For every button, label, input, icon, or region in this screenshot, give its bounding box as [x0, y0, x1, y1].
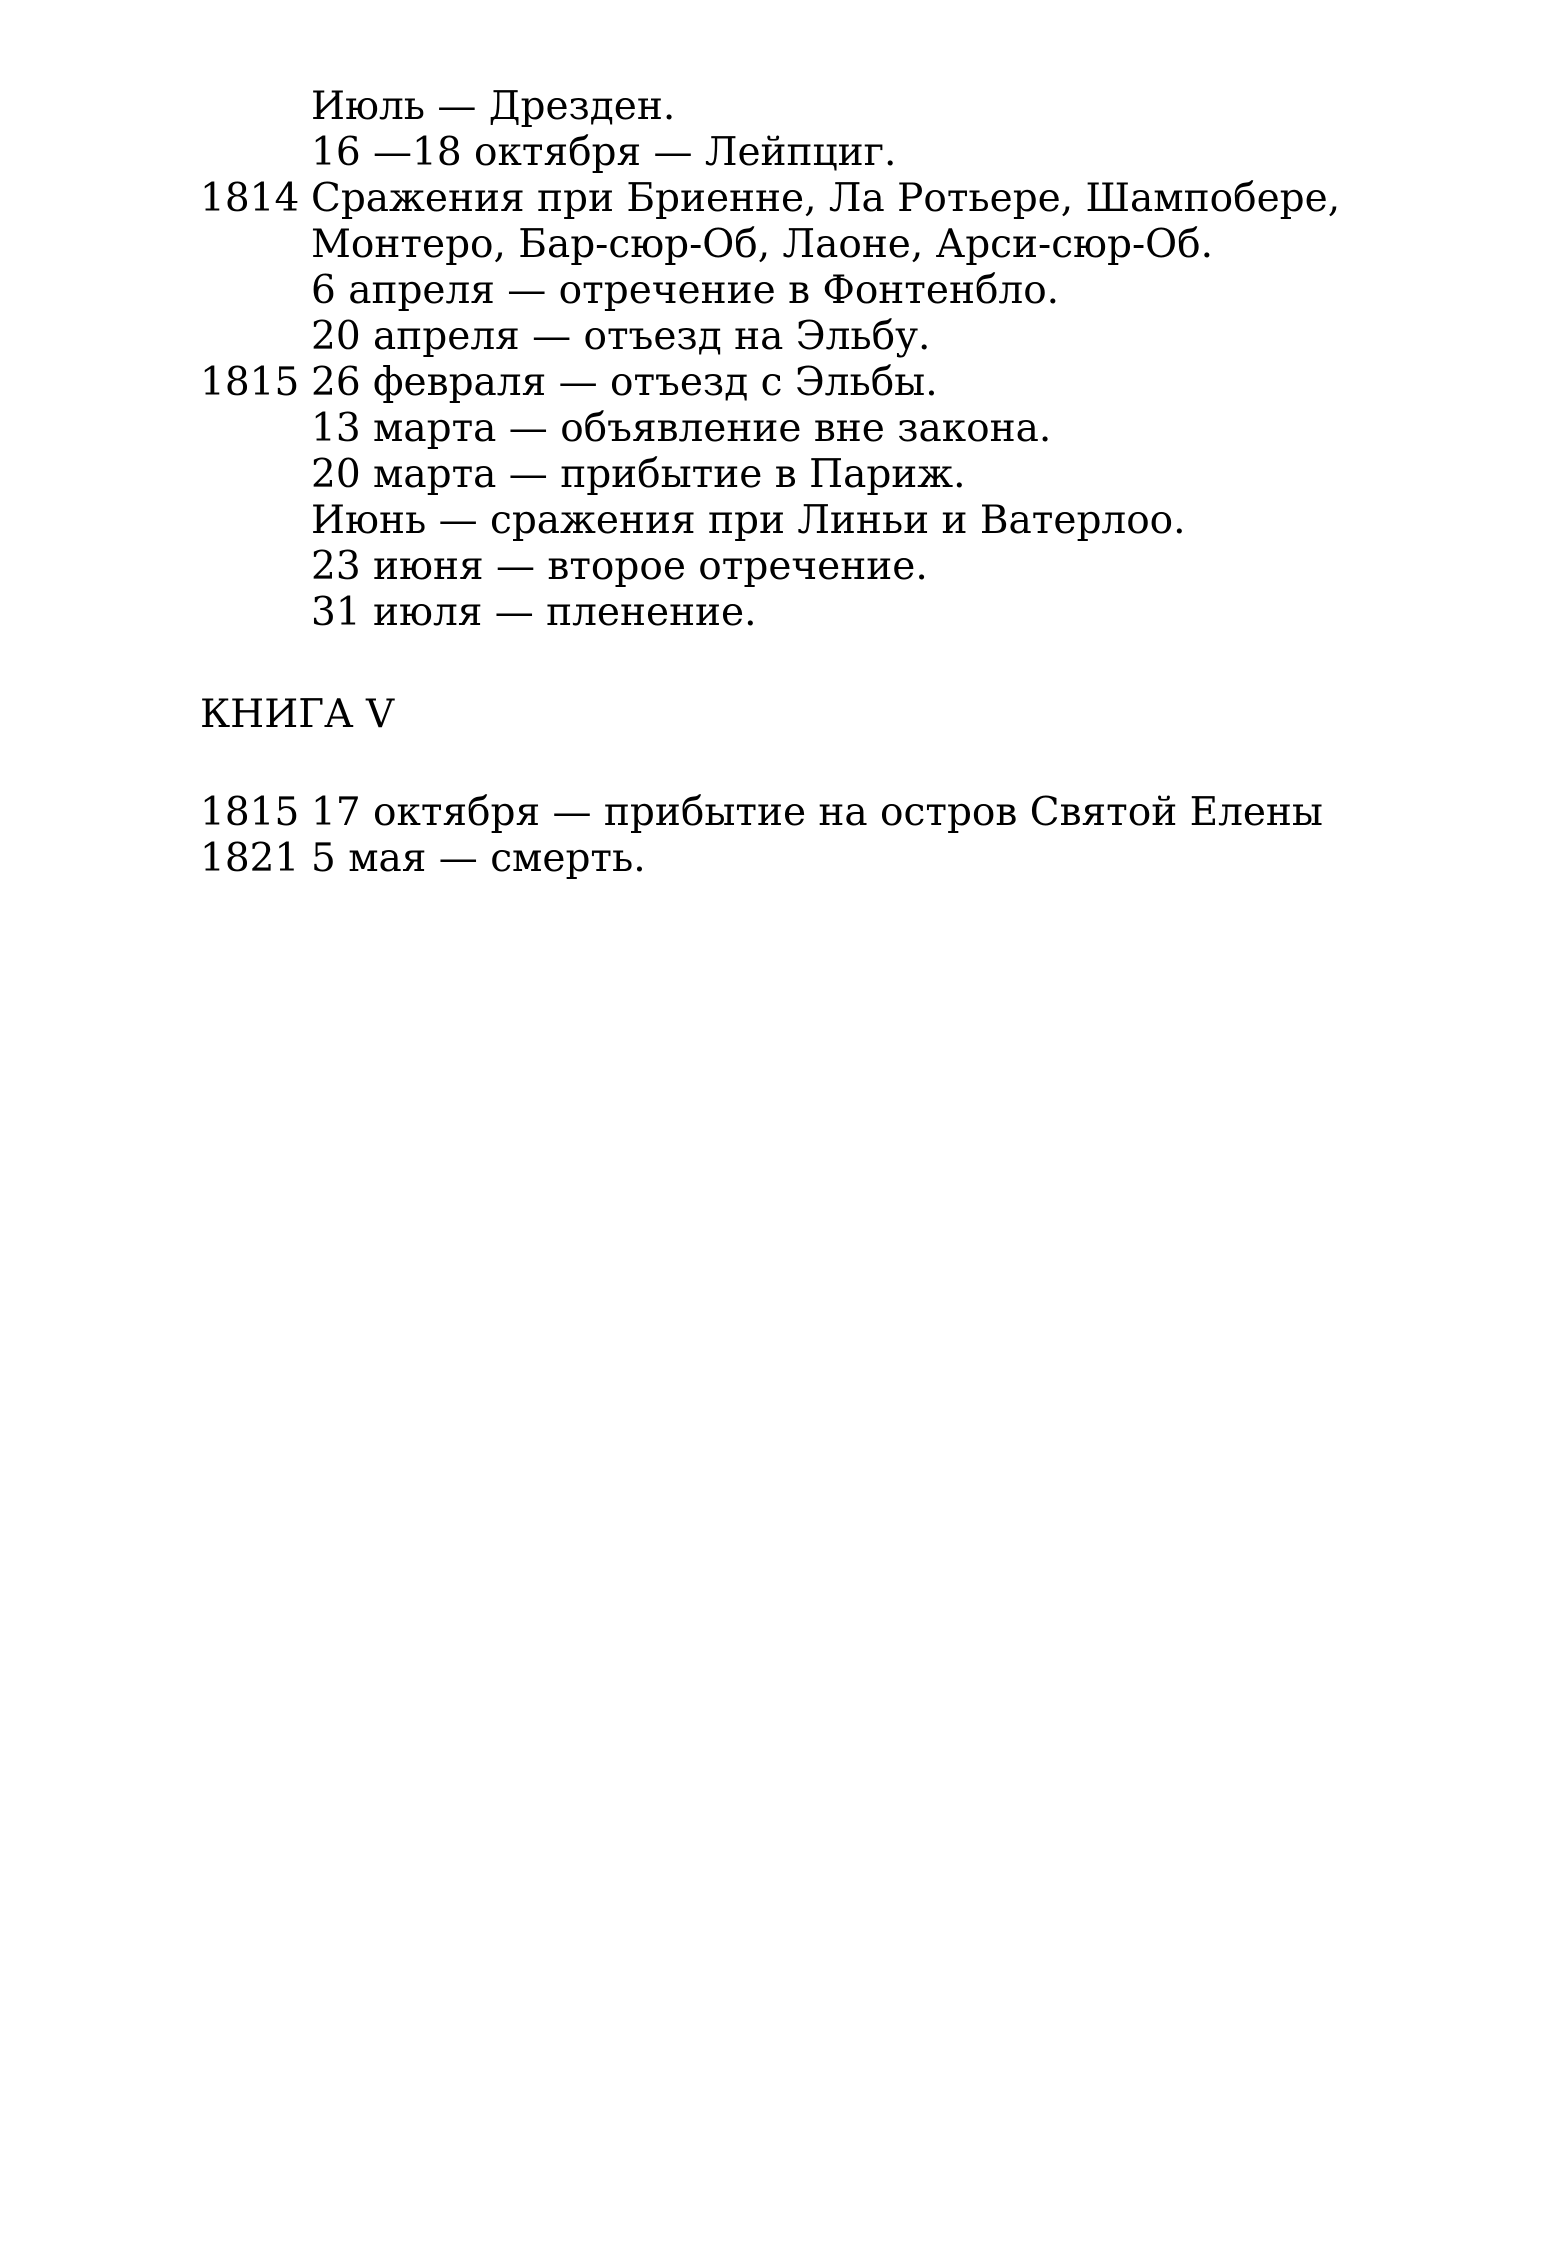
entry-text: 20 апреля — отъезд на Эльбу.: [311, 314, 931, 359]
entry-text: 13 марта — объявление вне закона.: [311, 406, 1052, 451]
entry-text: 6 апреля — отречение в Фонтенбло.: [311, 268, 1060, 313]
entry-year: [200, 544, 311, 590]
entry-year: [200, 498, 311, 544]
entry-text: 31 июля — пленение.: [311, 590, 757, 635]
chronology-list-2: [200, 790, 1400, 882]
entry-text: 26 февраля — отъезд с Эльбы.: [311, 360, 938, 405]
entry-text: 20 марта — прибытие в Париж.: [311, 452, 966, 497]
entry-year: [200, 452, 311, 498]
chronology-entry: [200, 84, 1400, 130]
entry-year: [200, 406, 311, 452]
section-heading: КНИГА V: [200, 692, 395, 737]
entry-text: 16 —18 октября — Лейпциг.: [311, 130, 897, 175]
entry-year: 1821: [200, 836, 300, 881]
chronology-entry: [200, 590, 1400, 636]
chronology-entry: [200, 790, 1400, 836]
entry-text: Июнь — сражения при Линьи и Ватерлоо.: [311, 498, 1186, 543]
entry-year: [200, 590, 311, 636]
entry-year: 1815: [200, 360, 300, 405]
entry-year: [200, 222, 311, 268]
entry-text: 5 мая — смерть.: [311, 836, 646, 881]
entry-year: [200, 130, 311, 176]
chronology-entry: [200, 360, 1400, 406]
entry-text: Сражения при Бриенне, Ла Ротьере, Шампобере,: [311, 176, 1341, 221]
entry-year: 1815: [200, 790, 300, 835]
entry-text: 23 июня — второе отречение.: [311, 544, 928, 589]
chronology-entry: [200, 130, 1400, 176]
entry-year: [200, 314, 311, 360]
chronology-entry: [200, 452, 1400, 498]
entry-year: [200, 84, 311, 130]
entry-text: 17 октября — прибытие на остров Святой Елены: [311, 790, 1323, 835]
chronology-entry: [200, 836, 1400, 882]
chronology-entry: [200, 268, 1400, 314]
chronology-entry: [200, 498, 1400, 544]
chronology-entry: [200, 222, 1400, 268]
chronology-entry: [200, 176, 1400, 222]
entry-text: Монтеро, Бар-сюр-Об, Лаоне, Арси-сюр-Об.: [311, 222, 1213, 267]
entry-year: [200, 268, 311, 314]
chronology-entry: [200, 406, 1400, 452]
entry-text: Июль — Дрезден.: [311, 84, 676, 129]
entry-year: 1814: [200, 176, 300, 221]
chronology-list-1: [200, 84, 1400, 636]
chronology-entry: [200, 314, 1400, 360]
chronology-entry: [200, 544, 1400, 590]
